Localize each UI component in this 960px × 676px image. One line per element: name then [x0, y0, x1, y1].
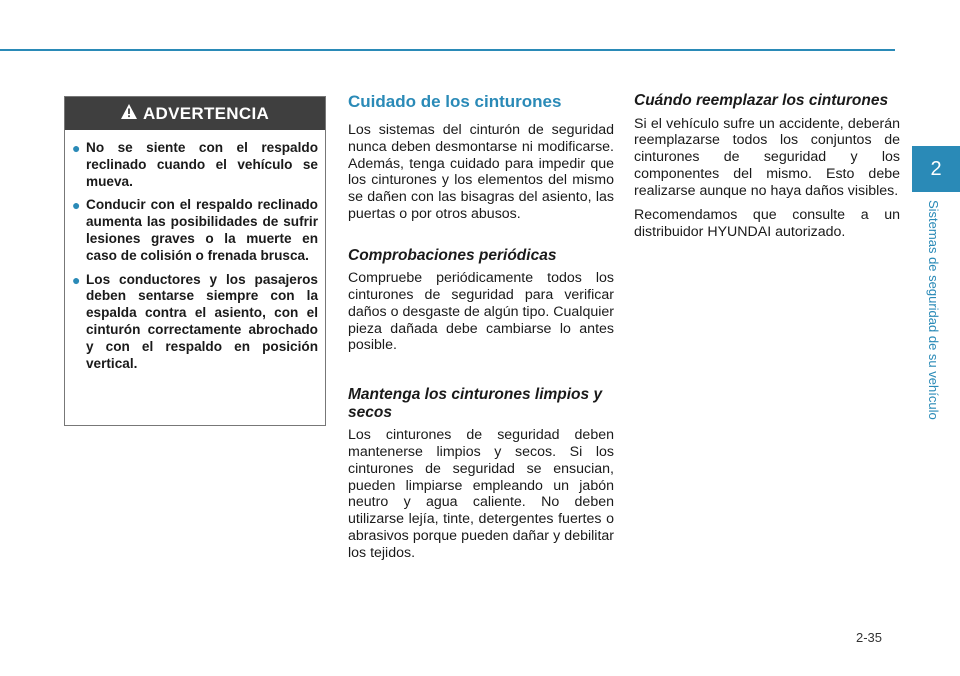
warning-list [65, 130, 325, 372]
subheading-checks: Comprobaciones periódicas [348, 246, 557, 264]
warning-item: ● Los conductores y los pasajeros deben sentarse siempre con la espalda contra el asiento, con el cinturón correctamente abrochado y con el respaldo en posición vertical. [72, 271, 318, 371]
warning-item: ● No se siente con el respaldo reclinado cuando el vehículo se mueva. [72, 140, 318, 189]
section-title: Cuidado de los cinturones [348, 92, 562, 111]
checks-paragraph: Compruebe periódicamente todos los cinturones de seguridad para verificar daños o desgaste de algún tipo. Cualquier pieza dañada debe cambiarse lo antes posible. [348, 270, 614, 354]
top-rule [0, 49, 895, 51]
chapter-side-label: Sistemas de seguridad de su vehículo [926, 200, 941, 420]
page-number: 2-35 [856, 630, 883, 645]
bullet-icon: ● [72, 271, 81, 288]
bullet-icon: ● [72, 140, 81, 156]
right-column [634, 92, 900, 249]
replace-paragraph-2: Recomendamos que consulte a un distribuidor HYUNDAI autorizado. [634, 207, 900, 241]
clean-paragraph: Los cinturones de seguridad deben mantenerse limpios y secos. Si los cinturones de seguridad se ensucian, pueden limpiarse empleando un jabón neutro y agua caliente. No deben utilizarse lejía, tinte, detergentes fuertes o abrasivos porque pueden dañar y debilitar los tejidos. [348, 427, 614, 561]
intro-paragraph: Los sistemas del cinturón de seguridad nunca deben desmontarse ni modificarse. Además, tenga cuidado para impedir que los cinturones y los elementos del mismo se dañen con las bisagras del asiento, las puertas o por otros abusos. [348, 122, 614, 222]
middle-column [348, 92, 614, 570]
warning-box [64, 96, 326, 426]
warning-item: ● Conducir con el respaldo reclinado aumenta las posibilidades de sufrir lesiones graves o la muerte en caso de colisión o frenada brusca. [72, 197, 318, 263]
warning-triangle-icon [121, 104, 137, 124]
bullet-icon: ● [72, 197, 81, 214]
warning-header [65, 97, 325, 130]
replace-paragraph-1: Si el vehículo sufre un accidente, deberán reemplazarse todos los conjuntos de cinturones de seguridad y los componentes del mismo. Esto debe realizarse aunque no haya daños visibles. [634, 115, 900, 199]
subheading-clean: Mantenga los cinturones limpios y secos [348, 386, 603, 421]
chapter-tab: 2 [912, 146, 960, 192]
warning-title: ADVERTENCIA [142, 103, 270, 123]
subheading-replace: Cuándo reemplazar los cinturones [634, 92, 889, 109]
